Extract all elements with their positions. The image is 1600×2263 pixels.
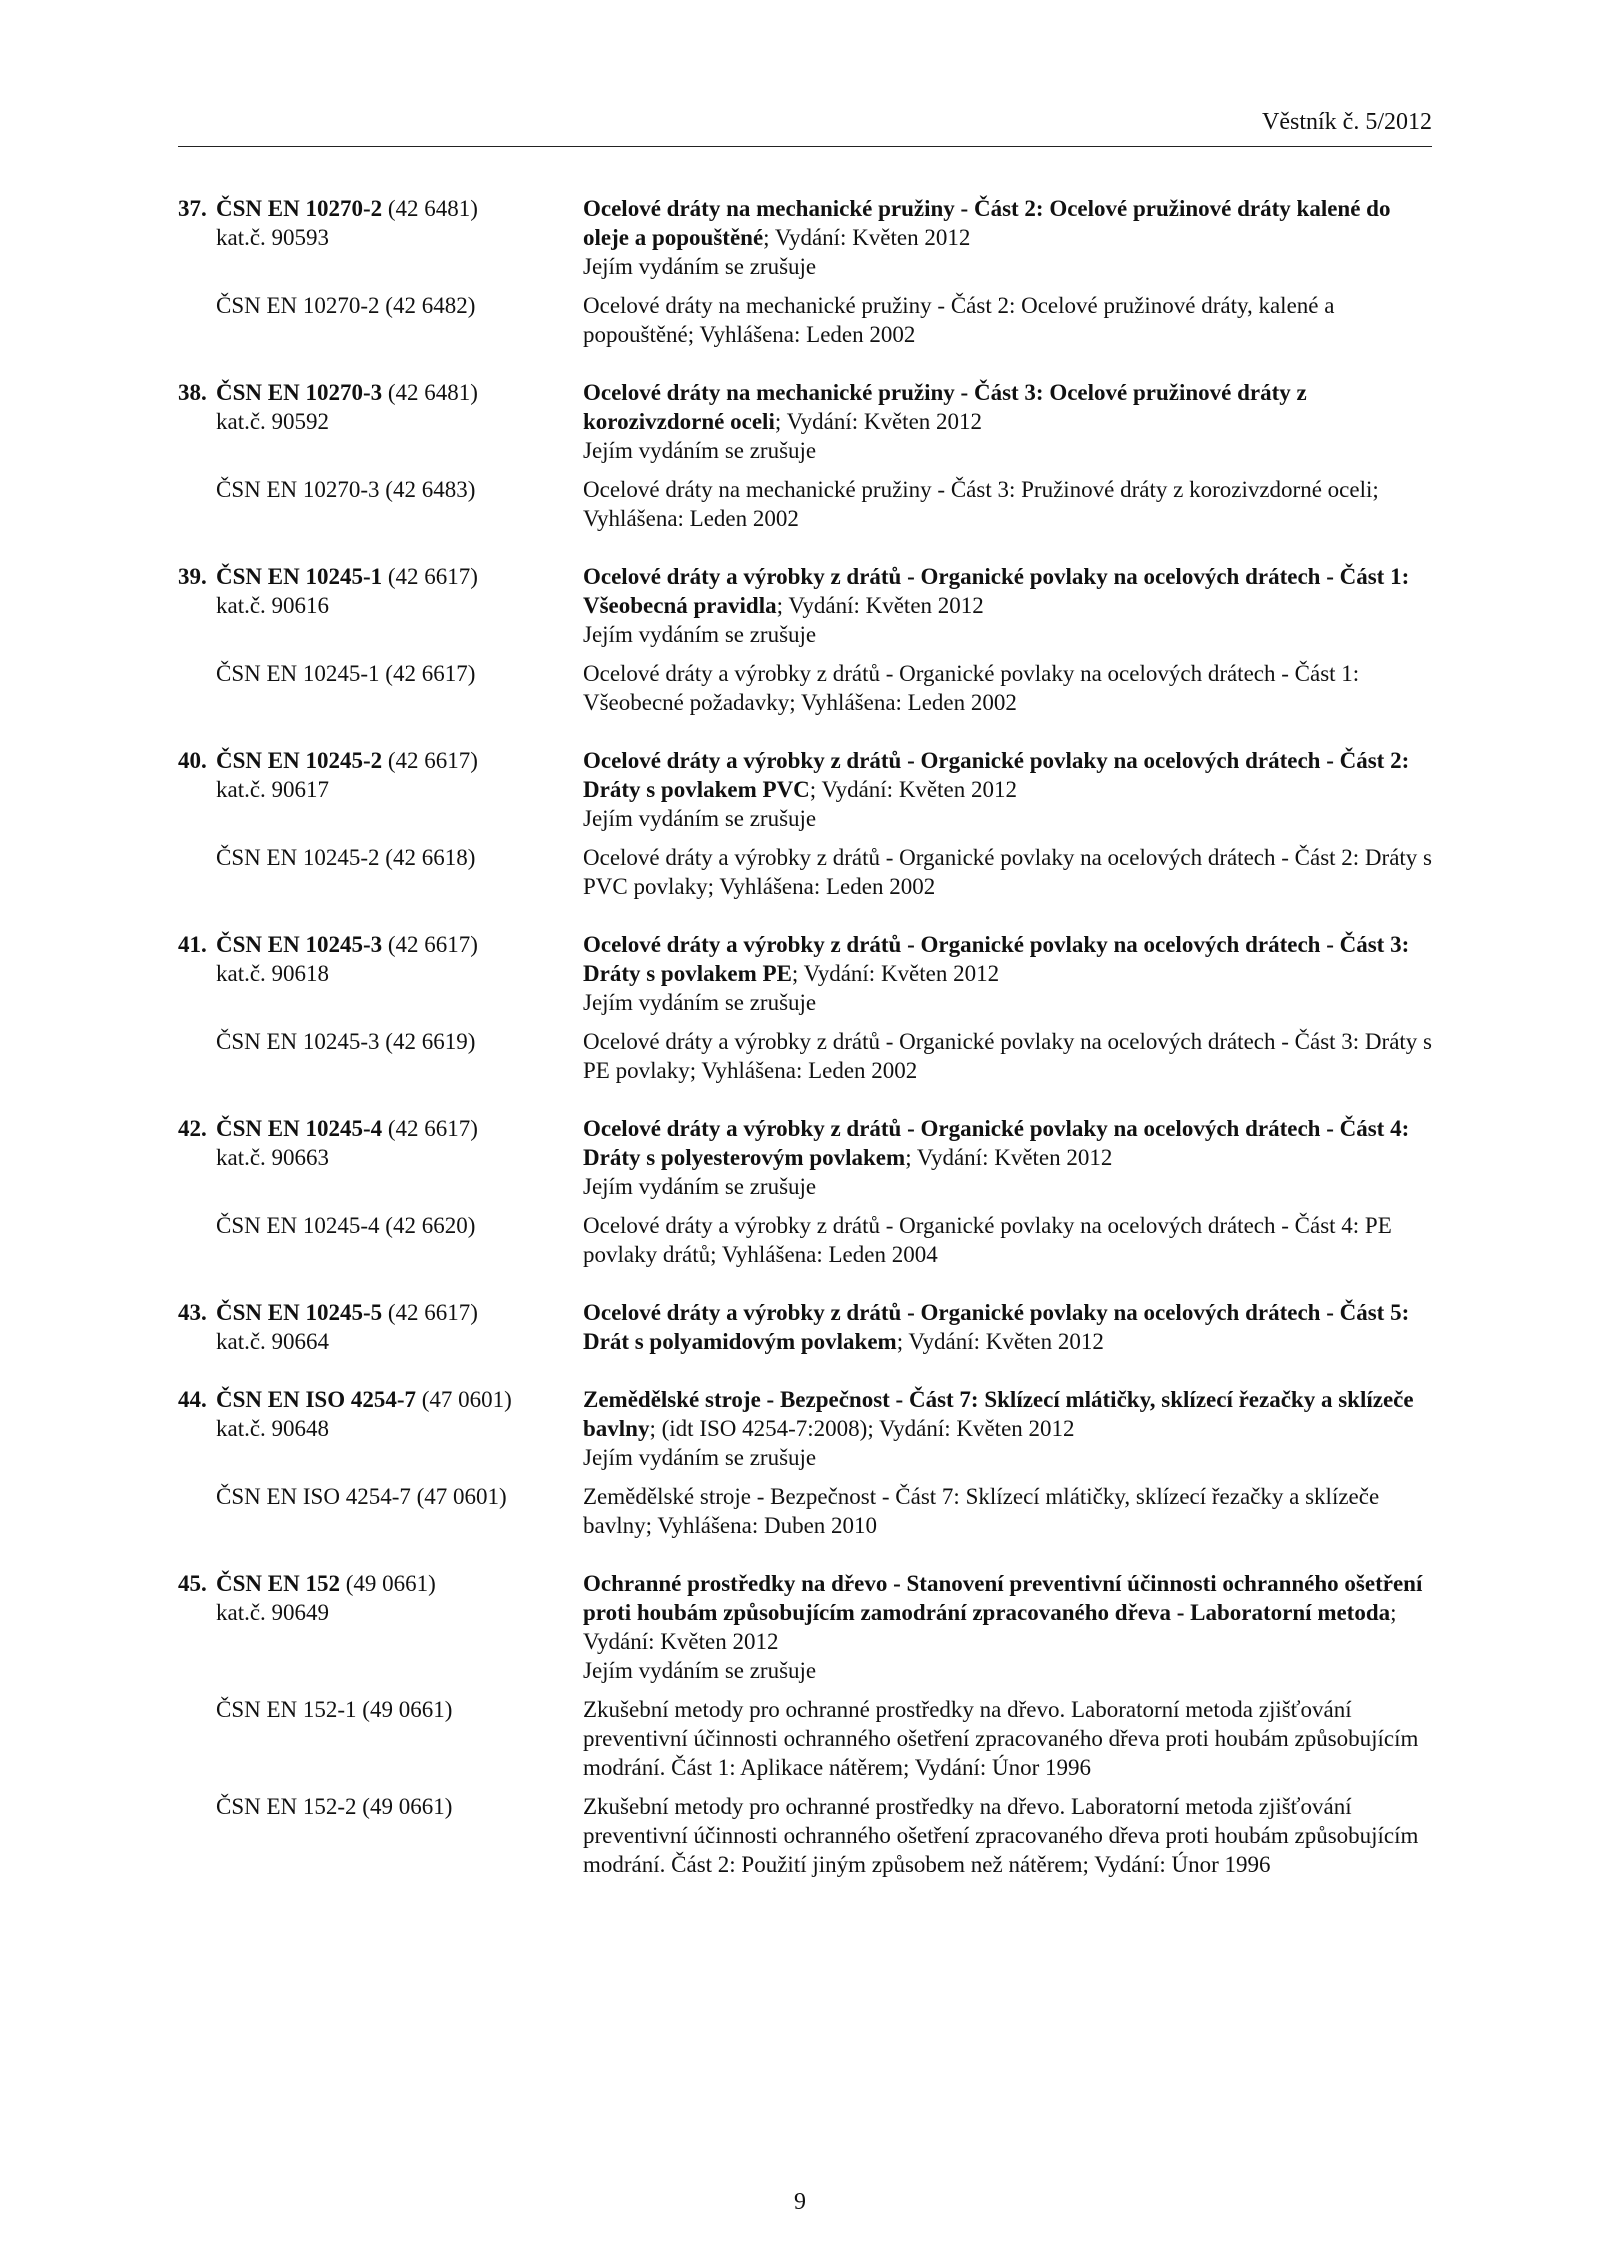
standard-code-line [178,930,583,959]
standard-title [583,562,1432,620]
cancels-note: Jejím vydáním se zrušuje [583,1445,817,1470]
standard-title [583,194,1432,252]
replaced-code: ČSN EN 10270-3 (42 6483) [216,477,476,502]
title-rest: ; Vydání: Květen 2012 [763,225,971,250]
standard-title [583,930,1432,988]
standard-description [583,1114,1432,1201]
replaced-standard-code [178,843,583,901]
catalog-number: kat.č. 90593 [216,225,330,250]
standard-description [583,1569,1432,1685]
cancels-note: Jejím vydáním se zrušuje [583,622,817,647]
title-rest: ; Vydání: Květen 2012 [809,777,1017,802]
entry-number: 39. [178,564,207,589]
standard-main-row [178,1569,1432,1685]
replaced-code: ČSN EN ISO 4254-7 (47 0601) [216,1484,507,1509]
title-rest: ; (idt ISO 4254-7:2008); Vydání: Květen 2012 [649,1416,1075,1441]
title-rest: ; Vydání: Květen 2012 [896,1329,1104,1354]
standard-identifier [178,1298,583,1356]
replaced-code: ČSN EN 152-2 (49 0661) [216,1794,453,1819]
title-bold: Ochranné prostředky na dřevo - Stanovení preventivní účinnosti ochranného ošetření proti houbám způsobujícím zamodrání zpracovaného dřeva - Laboratorní metoda [583,1571,1423,1625]
standard-main-row [178,1385,1432,1472]
standard-class: (42 6481) [382,380,478,405]
replaced-standard-code [178,659,583,717]
standard-code-line [178,1385,583,1414]
standard-description [583,378,1432,465]
standard-identifier [178,378,583,465]
cancels-note: Jejím vydáním se zrušuje [583,1174,817,1199]
catalog-number: kat.č. 90664 [216,1329,330,1354]
standard-identifier [178,1569,583,1685]
replaced-standard-code [178,1482,583,1540]
standard-main-row [178,194,1432,281]
standard-title [583,1114,1432,1172]
replaced-standard-row [178,843,1432,901]
standard-code-line [178,194,583,223]
standard-entry [178,930,1432,1085]
replaced-standard-row [178,659,1432,717]
replaced-standard-text: Ocelové dráty na mechanické pružiny - Část 2: Ocelové pružinové dráty, kalené a popouštěné; Vyhlášena: Leden 2002 [583,293,1335,347]
standard-title [583,1298,1432,1356]
standard-code: ČSN EN 10245-1 [216,564,383,589]
replaced-code: ČSN EN 10245-3 (42 6619) [216,1029,476,1054]
replaced-standard-row [178,475,1432,533]
title-bold: Ocelové dráty a výrobky z drátů - Organické povlaky na ocelových drátech - Část 1: Všeobecná pravidla [583,564,1410,618]
standard-description [583,1385,1432,1472]
entry-number: 40. [178,748,207,773]
replaced-standard-text: Ocelové dráty a výrobky z drátů - Organické povlaky na ocelových drátech - Část 3: Dráty s PE povlaky; Vyhlášena: Leden 2002 [583,1029,1433,1083]
standard-class: (42 6617) [382,932,478,957]
entry-number: 42. [178,1116,207,1141]
standard-main-row [178,1114,1432,1201]
standard-code: ČSN EN 10270-2 [216,196,383,221]
standard-description [583,194,1432,281]
standard-code-line [178,1569,583,1598]
standard-class: (42 6481) [382,196,478,221]
standard-code: ČSN EN 10245-2 [216,748,383,773]
replaced-standard-row [178,1482,1432,1540]
replaced-standard-text: Zkušební metody pro ochranné prostředky na dřevo. Laboratorní metoda zjišťování preventivní účinnosti ochranného ošetření zpracovaného dřeva proti houbám způsobujícím modrání. Část 2: Použití jiným způsobem než nátěrem; Vydání: Únor 1996 [583,1794,1419,1877]
title-rest: ; Vydání: Květen 2012 [905,1145,1113,1170]
entry-number: 43. [178,1300,207,1325]
standard-title [583,378,1432,436]
standard-entry [178,1298,1432,1356]
title-rest: ; Vydání: Květen 2012 [776,593,984,618]
page-number: 9 [794,2189,806,2215]
title-bold: Ocelové dráty a výrobky z drátů - Organické povlaky na ocelových drátech - Část 4: Dráty s polyesterovým povlakem [583,1116,1410,1170]
replaced-standard-row [178,1027,1432,1085]
title-bold: Ocelové dráty a výrobky z drátů - Organické povlaky na ocelových drátech - Část 3: Dráty s povlakem PE [583,932,1410,986]
catalog-number: kat.č. 90663 [216,1145,330,1170]
standard-entry [178,746,1432,901]
replaced-standard-code [178,475,583,533]
replaced-standard-code [178,1027,583,1085]
standard-identifier [178,562,583,649]
standards-list [178,194,1432,1908]
standard-entry [178,1114,1432,1269]
standard-identifier [178,746,583,833]
cancels-note: Jejím vydáním se zrušuje [583,990,817,1015]
standard-title [583,1569,1432,1656]
standard-code: ČSN EN 152 [216,1571,340,1596]
standard-code: ČSN EN 10270-3 [216,380,383,405]
title-rest: ; Vydání: Květen 2012 [791,961,1000,986]
standard-code-line [178,1114,583,1143]
replaced-standard-row [178,291,1432,349]
cancels-note: Jejím vydáním se zrušuje [583,806,817,831]
standard-class: (42 6617) [382,748,478,773]
standard-description [583,562,1432,649]
entry-number: 41. [178,932,207,957]
standard-class: (42 6617) [382,1300,478,1325]
standard-code-line [178,562,583,591]
standard-main-row [178,378,1432,465]
catalog-number: kat.č. 90616 [216,593,330,618]
title-rest: ; Vydání: Květen 2012 [583,1600,1397,1654]
standard-main-row [178,562,1432,649]
standard-entry [178,194,1432,349]
title-rest: ; Vydání: Květen 2012 [774,409,983,434]
standard-identifier [178,1114,583,1201]
standard-main-row [178,1298,1432,1356]
title-bold: Zemědělské stroje - Bezpečnost - Část 7: Sklízecí mlátičky, sklízecí řezačky a sklízeče bavlny [583,1387,1414,1441]
standard-description [583,1298,1432,1356]
cancels-note: Jejím vydáním se zrušuje [583,254,817,279]
journal-issue: Věstník č. 5/2012 [1262,109,1432,135]
entry-number: 37. [178,196,207,221]
replaced-code: ČSN EN 10245-1 (42 6617) [216,661,476,686]
entry-number: 45. [178,1571,207,1596]
standard-identifier [178,930,583,1017]
standard-identifier [178,1385,583,1472]
replaced-standard-text: Ocelové dráty a výrobky z drátů - Organické povlaky na ocelových drátech - Část 4: PE povlaky drátů; Vyhlášena: Leden 2004 [583,1213,1392,1267]
replaced-standard-text: Zkušební metody pro ochranné prostředky na dřevo. Laboratorní metoda zjišťování preventivní účinnosti ochranného ošetření zpracovaného dřeva proti houbám způsobujícím modrání. Část 1: Aplikace nátěrem; Vydání: Únor 1996 [583,1697,1419,1780]
standard-code: ČSN EN 10245-5 [216,1300,383,1325]
standard-class: (42 6617) [382,564,478,589]
standard-description [583,746,1432,833]
standard-entry [178,378,1432,533]
catalog-number: kat.č. 90649 [216,1600,330,1625]
standard-code-line [178,746,583,775]
catalog-number: kat.č. 90592 [216,409,330,434]
catalog-number: kat.č. 90648 [216,1416,330,1441]
standard-main-row [178,930,1432,1017]
replaced-standard-code [178,1695,583,1782]
title-bold: Ocelové dráty na mechanické pružiny - Část 2: Ocelové pružinové dráty kalené do oleje a popouštěné [583,196,1391,250]
title-bold: Ocelové dráty a výrobky z drátů - Organické povlaky na ocelových drátech - Část 5: Drát s polyamidovým povlakem [583,1300,1410,1354]
standard-title [583,746,1432,804]
catalog-number: kat.č. 90617 [216,777,330,802]
standard-code-line [178,378,583,407]
replaced-code: ČSN EN 10245-2 (42 6618) [216,845,476,870]
catalog-number: kat.č. 90618 [216,961,330,986]
standard-class: (47 0601) [416,1387,512,1412]
standard-code: ČSN EN 10245-3 [216,932,383,957]
title-bold: Ocelové dráty a výrobky z drátů - Organické povlaky na ocelových drátech - Část 2: Dráty s povlakem PVC [583,748,1410,802]
standard-class: (49 0661) [339,1571,436,1596]
standard-code-line [178,1298,583,1327]
replaced-standard-code [178,1211,583,1269]
cancels-note: Jejím vydáním se zrušuje [583,1658,817,1683]
replaced-standard-text: Ocelové dráty a výrobky z drátů - Organické povlaky na ocelových drátech - Část 2: Dráty s PVC povlaky; Vyhlášena: Leden 2002 [583,845,1433,899]
replaced-code: ČSN EN 10270-2 (42 6482) [216,293,476,318]
replaced-standard-code [178,291,583,349]
replaced-standard-row [178,1211,1432,1269]
replaced-standard-text: Ocelové dráty na mechanické pružiny - Část 3: Pružinové dráty z korozivzdorné oceli; Vyhlášena: Leden 2002 [583,477,1379,531]
entry-number: 44. [178,1387,207,1412]
page-header [178,108,1432,147]
replaced-code: ČSN EN 152-1 (49 0661) [216,1697,453,1722]
standard-class: (42 6617) [382,1116,478,1141]
replaced-standard-code [178,1792,583,1879]
standard-code: ČSN EN ISO 4254-7 [216,1387,417,1412]
replaced-code: ČSN EN 10245-4 (42 6620) [216,1213,476,1238]
replaced-standard-text: Ocelové dráty a výrobky z drátů - Organické povlaky na ocelových drátech - Část 1: Všeobecné požadavky; Vyhlášena: Leden 2002 [583,661,1360,715]
standard-entry [178,1569,1432,1879]
replaced-standard-text: Zemědělské stroje - Bezpečnost - Část 7: Sklízecí mlátičky, sklízecí řezačky a sklízeče bavlny; Vyhlášena: Duben 2010 [583,1484,1380,1538]
standard-description [583,930,1432,1017]
standard-entry [178,1385,1432,1540]
replaced-standard-row [178,1695,1432,1782]
standard-main-row [178,746,1432,833]
entry-number: 38. [178,380,207,405]
standard-entry [178,562,1432,717]
title-bold: Ocelové dráty na mechanické pružiny - Část 3: Ocelové pružinové dráty z korozivzdorné oceli [583,380,1307,434]
standard-code: ČSN EN 10245-4 [216,1116,383,1141]
cancels-note: Jejím vydáním se zrušuje [583,438,817,463]
standard-title [583,1385,1432,1443]
standard-identifier [178,194,583,281]
replaced-standard-row [178,1792,1432,1879]
